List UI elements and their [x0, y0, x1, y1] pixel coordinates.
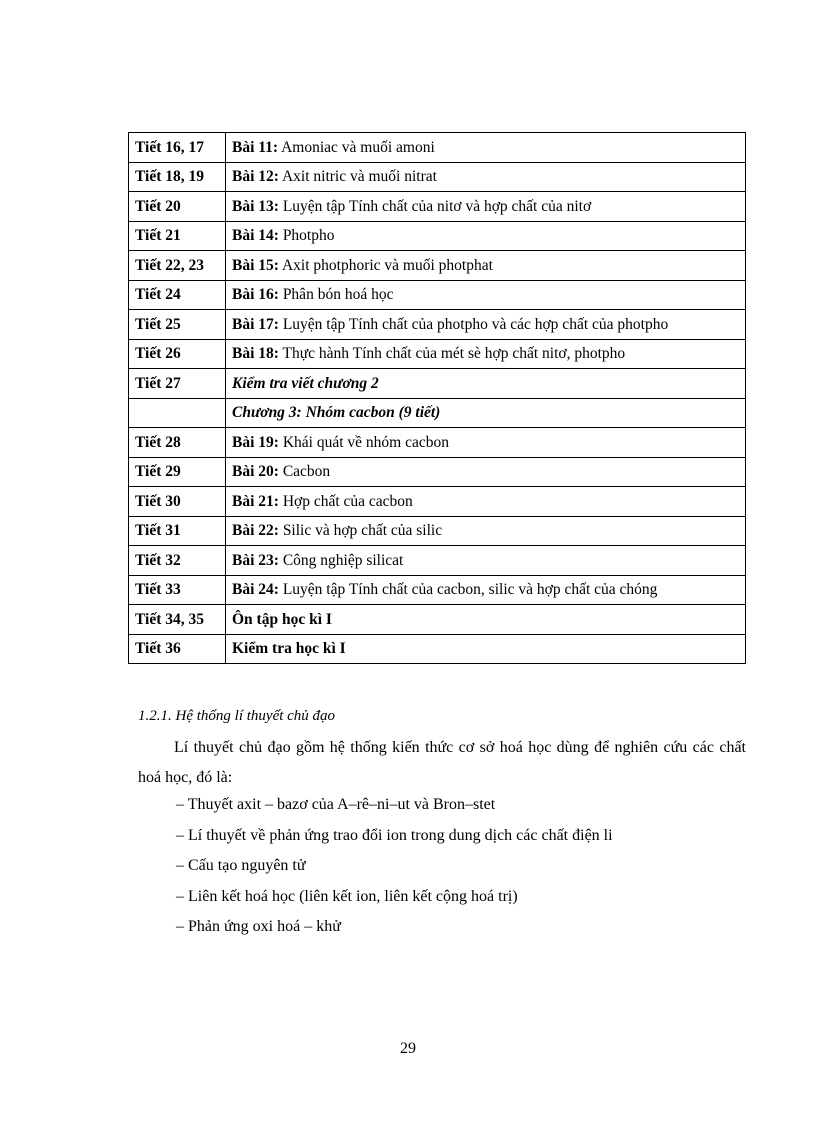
period-cell: Tiết 29	[129, 457, 226, 487]
lesson-title: Axit nitric và muối nitrat	[278, 168, 437, 186]
exam-cell: Kiểm tra viết chương 2	[226, 369, 746, 399]
lesson-title: Phân bón hoá học	[278, 286, 394, 304]
list-item: – Phản ứng oxi hoá – khử	[176, 918, 341, 935]
period-cell: Tiết 25	[129, 310, 226, 340]
lesson-cell	[226, 339, 746, 369]
lesson-cell	[226, 428, 746, 458]
period-cell: Tiết 26	[129, 339, 226, 369]
table-row	[129, 428, 746, 458]
table-row	[129, 133, 746, 163]
lesson-cell	[226, 546, 746, 576]
period-cell: Tiết 32	[129, 546, 226, 576]
lesson-cell	[226, 516, 746, 546]
lesson-title: Hợp chất của cacbon	[278, 492, 413, 510]
lesson-title: Axit photphoric và muối photphat	[278, 256, 493, 274]
table-row	[129, 221, 746, 251]
table-row	[129, 546, 746, 576]
period-cell: Tiết 22, 23	[129, 251, 226, 281]
lesson-number: Bài 16:	[232, 286, 279, 304]
list-item: – Lí thuyết về phản ứng trao đổi ion trong dung dịch các chất điện li	[176, 826, 613, 844]
table-row	[129, 192, 746, 222]
lesson-cell	[226, 457, 746, 487]
lesson-cell	[226, 575, 746, 605]
table-row	[129, 251, 746, 281]
period-cell: Tiết 21	[129, 221, 226, 251]
list-item: – Liên kết hoá học (liên kết ion, liên kết cộng hoá trị)	[176, 887, 518, 905]
lesson-number: Bài 13:	[232, 197, 279, 215]
table-row	[129, 398, 746, 428]
table-row	[129, 516, 746, 546]
lesson-number: Bài 12:	[232, 168, 279, 186]
period-cell	[129, 398, 226, 428]
lesson-number: Bài 22:	[232, 522, 279, 540]
table-row	[129, 369, 746, 399]
period-cell: Tiết 16, 17	[129, 133, 226, 163]
lesson-number: Bài 23:	[232, 551, 279, 569]
lesson-number: Bài 15:	[232, 256, 279, 274]
lesson-title: Amoniac và muối amoni	[278, 138, 435, 156]
lesson-title: Thực hành Tính chất của mét sè hợp chất nitơ, photpho	[278, 345, 626, 363]
lesson-title: Luyện tập Tính chất của cacbon, silic và hợp chất của chóng	[278, 581, 658, 599]
lesson-cell	[226, 251, 746, 281]
lesson-number: Bài 20:	[232, 463, 279, 481]
page-number: 29	[400, 1040, 416, 1057]
table-row	[129, 457, 746, 487]
lesson-cell	[226, 221, 746, 251]
lesson-number: Bài 24:	[232, 581, 279, 599]
table-row	[129, 280, 746, 310]
lesson-number: Bài 11:	[232, 138, 279, 156]
period-cell: Tiết 20	[129, 192, 226, 222]
lesson-cell	[226, 192, 746, 222]
table-row	[129, 310, 746, 340]
list-item: – Thuyết axit – bazơ của A–rê–ni–ut và Bron–stet	[176, 796, 496, 813]
lesson-schedule-table	[128, 132, 746, 664]
chapter-heading-cell: Chương 3: Nhóm cacbon (9 tiết)	[226, 398, 746, 428]
period-cell: Tiết 27	[129, 369, 226, 399]
lesson-title: Silic và hợp chất của silic	[278, 522, 443, 540]
table-row	[129, 487, 746, 517]
period-cell: Tiết 36	[129, 634, 226, 664]
lesson-number: Bài 18:	[232, 345, 279, 363]
lesson-cell	[226, 487, 746, 517]
period-cell: Tiết 33	[129, 575, 226, 605]
lesson-number: Bài 17:	[232, 315, 279, 333]
lesson-number: Bài 14:	[232, 227, 279, 245]
lesson-title: Luyện tập Tính chất của nitơ và hợp chất của nitơ	[278, 197, 592, 215]
period-cell: Tiết 18, 19	[129, 162, 226, 192]
review-cell: Ôn tập học kì I	[226, 605, 746, 635]
period-cell: Tiết 31	[129, 516, 226, 546]
list-item: – Cấu tạo nguyên tử	[176, 857, 306, 874]
lesson-title: Công nghiệp silicat	[278, 551, 404, 569]
table-row	[129, 575, 746, 605]
lesson-cell	[226, 310, 746, 340]
lesson-cell	[226, 133, 746, 163]
intro-paragraph: Lí thuyết chủ đạo gồm hệ thống kiến thức cơ sở hoá học dùng để nghiên cứu các chất hoá học, đó là:	[138, 739, 746, 786]
lesson-title: Photpho	[278, 227, 335, 245]
table-row	[129, 605, 746, 635]
period-cell: Tiết 28	[129, 428, 226, 458]
table-row	[129, 162, 746, 192]
lesson-number: Bài 21:	[232, 492, 279, 510]
lesson-title: Khái quát về nhóm cacbon	[278, 433, 449, 451]
lesson-cell	[226, 280, 746, 310]
table-row	[129, 339, 746, 369]
lesson-number: Bài 19:	[232, 433, 279, 451]
period-cell: Tiết 24	[129, 280, 226, 310]
theory-list	[176, 790, 613, 943]
lesson-title: Luyện tập Tính chất của photpho và các hợp chất của photpho	[278, 315, 669, 333]
lesson-title: Cacbon	[278, 463, 331, 481]
exam-cell: Kiểm tra học kì I	[226, 634, 746, 664]
lesson-cell	[226, 162, 746, 192]
table-row	[129, 634, 746, 664]
period-cell: Tiết 34, 35	[129, 605, 226, 635]
section-heading: 1.2.1. Hệ thống lí thuyết chủ đạo	[138, 708, 336, 724]
period-cell: Tiết 30	[129, 487, 226, 517]
